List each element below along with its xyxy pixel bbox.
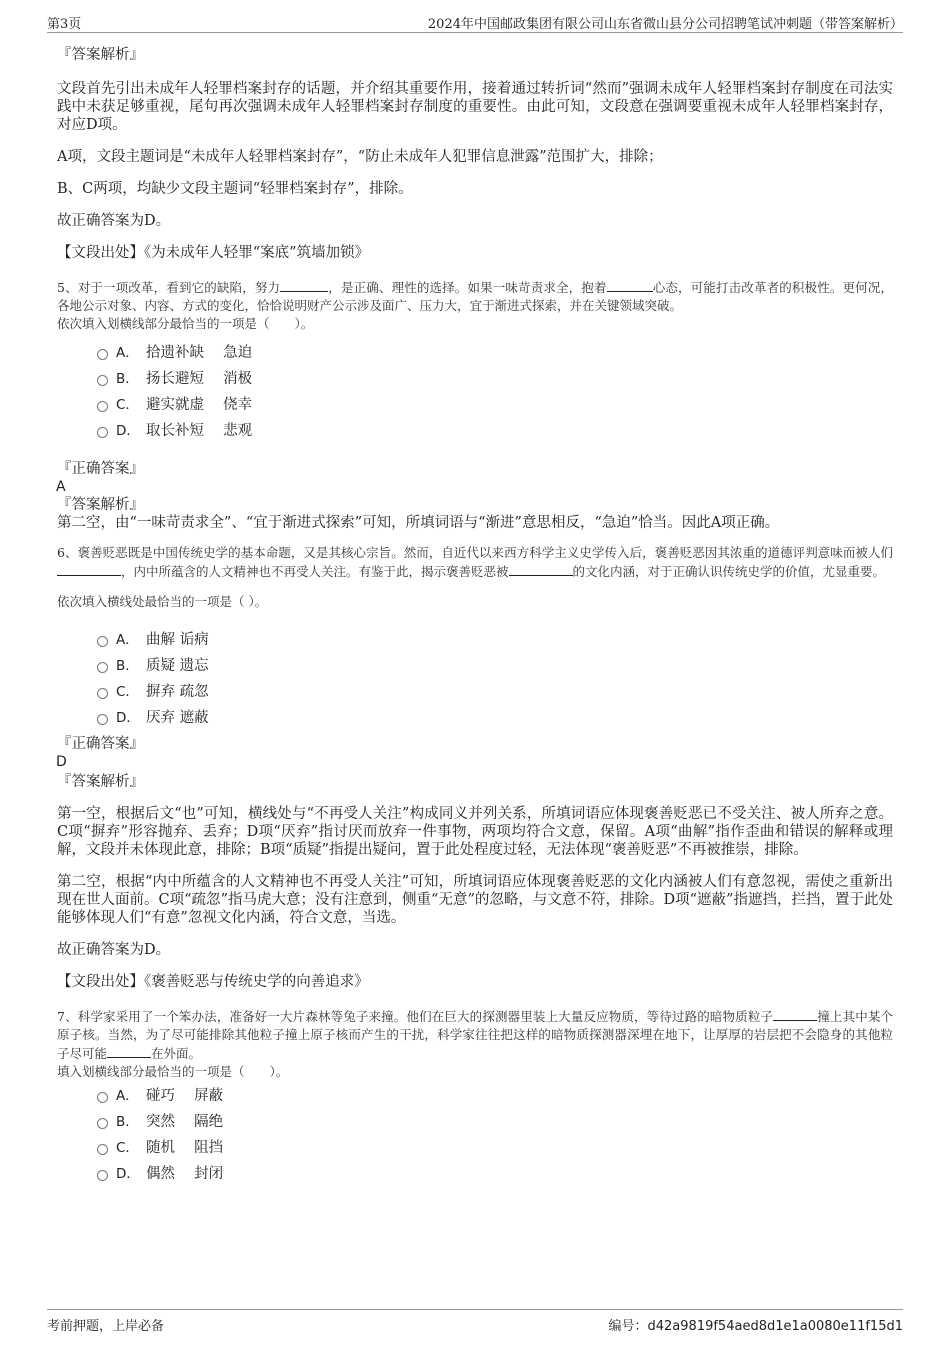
q4-analysis-p4: 故正确答案为D。 bbox=[57, 213, 171, 229]
q7-option-d[interactable]: D． 偶然 封闭 bbox=[97, 1161, 893, 1187]
radio-icon[interactable] bbox=[97, 349, 108, 360]
q5-analysis: 第二空，由“一味苛责求全”、“宜于渐进式探索”可知，所填词语与“渐进”意思相反，“急迫”恰当。因此A项正确。 bbox=[57, 515, 780, 531]
q4-analysis-p2: A项，文段主题词是“未成年人轻罪档案封存”，“防止未成年人犯罪信息泄露”范围扩大，排除； bbox=[57, 149, 663, 165]
q4-source: 【文段出处】《为未成年人轻罪“案底”筑墙加锁》 bbox=[57, 245, 370, 261]
q7-option-b[interactable]: B． 突然 隔绝 bbox=[97, 1109, 893, 1135]
q4-analysis-p3: B、C两项，均缺少文段主题词“轻罪档案封存”，排除。 bbox=[57, 181, 413, 197]
q5-options bbox=[97, 340, 893, 444]
radio-icon[interactable] bbox=[97, 662, 108, 673]
q7-options bbox=[97, 1083, 893, 1187]
radio-icon[interactable] bbox=[97, 636, 108, 647]
radio-icon[interactable] bbox=[97, 375, 108, 386]
radio-icon[interactable] bbox=[97, 1118, 108, 1129]
q5-answer-label: 『正确答案』 bbox=[57, 461, 144, 477]
q5-analysis-label: 『答案解析』 bbox=[57, 497, 144, 513]
q5-option-c[interactable]: C． 避实就虚 侥幸 bbox=[97, 392, 893, 418]
radio-icon[interactable] bbox=[97, 1092, 108, 1103]
q6-options bbox=[97, 627, 893, 731]
q5-blank-1 bbox=[280, 278, 328, 292]
q7-blank-2 bbox=[107, 1044, 151, 1058]
q5-prompt: 依次填入划横线部分最恰当的一项是（ ）。 bbox=[57, 316, 314, 331]
page-header bbox=[47, 10, 903, 33]
q6-option-b[interactable]: B． 质疑 遗忘 bbox=[97, 653, 893, 679]
radio-icon[interactable] bbox=[97, 401, 108, 412]
q6-answer-label: 『正确答案』 bbox=[57, 736, 144, 752]
q5-option-b[interactable]: B． 扬长避短 消极 bbox=[97, 366, 893, 392]
radio-icon[interactable] bbox=[97, 688, 108, 699]
q6-source: 【文段出处】《褒善贬恶与传统史学的向善追求》 bbox=[57, 974, 369, 990]
q6-option-a[interactable]: A． 曲解 诟病 bbox=[97, 627, 893, 653]
radio-icon[interactable] bbox=[97, 1144, 108, 1155]
footer-slogan: 考前押题，上岸必备 bbox=[47, 1319, 165, 1334]
q6-blank-2 bbox=[509, 562, 573, 576]
document-title: 2024年中国邮政集团有限公司山东省微山县分公司招聘笔试冲刺题（带答案解析） bbox=[427, 17, 903, 32]
page-content bbox=[57, 46, 893, 1187]
q6-stem: 6、褒善贬恶既是中国传统史学的基本命题，又是其核心宗旨。然而，自近代以来西方科学主义史学传入后，褒善贬恶因其浓重的道德评判意味而被人们，内中所蕴含的人文精神也不再受人关注。有鉴于此，揭示褒善贬恶被 的文化内涵，对于正确认识传统史学的价值，尤显重要。 bbox=[57, 545, 893, 579]
page-footer bbox=[47, 1309, 903, 1336]
q6-analysis-p3: 故正确答案为D。 bbox=[57, 942, 171, 958]
q6-analysis-p1: 第一空，根据后文“也”可知，横线处与“不再受人关注”构成同义并列关系，所填词语应体现褒善贬恶已不受关注、被人所弃之意。C项“摒弃”形容抛弃、丢弃；D项“厌弃”指讨厌而放弃一件事物，两项均符合文意，保留。A项“曲解”指作歪曲和错误的解释或理解，文段并未体现此意，排除；B项“质疑”指提出疑问，置于此处程度过轻，无法体现“褒善贬恶”不再被推崇，排除。 bbox=[57, 806, 893, 858]
q5-answer: A bbox=[56, 479, 66, 495]
q5-option-a[interactable]: A． 拾遗补缺 急迫 bbox=[97, 340, 893, 366]
radio-icon[interactable] bbox=[97, 427, 108, 438]
q4-analysis-p1: 文段首先引出未成年人轻罪档案封存的话题，并介绍其重要作用，接着通过转折词“然而”强调未成年人轻罪档案封存制度在司法实践中未获足够重视，尾句再次强调未成年人轻罪档案封存制度的重要性。由此可知，文段意在强调要重视未成年人轻罪档案封存，对应D项。 bbox=[57, 81, 893, 133]
q7-option-c[interactable]: C． 随机 阻挡 bbox=[97, 1135, 893, 1161]
page-number: 第3页 bbox=[47, 17, 82, 32]
q6-option-c[interactable]: C． 摒弃 疏忽 bbox=[97, 679, 893, 705]
document-code: 编号：d42a9819f54aed8d1e1a0080e11f15d1 bbox=[608, 1319, 903, 1334]
q5-stem: 5、对于一项改革，看到它的缺陷，努力 ，是正确、理性的选择。如果一味苛责求全，抱着 心态，可能打击改革者的积极性。更何况，各地公示对象、内容、方式的变化，恰恰说明财产公示涉及面广、压力大，宜于渐进式探索，并在关键领域突破。 bbox=[57, 280, 893, 313]
q6-analysis-p2: 第二空，根据“内中所蕴含的人文精神也不再受人关注”可知，所填词语应体现褒善贬恶的文化内涵被人们有意忽视，需使之重新出现在世人面前。C项“疏忽”指马虎大意；没有注意到，侧重“无意”的忽略，与文意不符，排除。D项“遮蔽”指遮挡，拦挡，置于此处能够体现人们“有意”忽视文化内涵，符合文意，当选。 bbox=[57, 874, 893, 926]
q6-prompt: 依次填入横线处最恰当的一项是（ ）。 bbox=[57, 594, 268, 609]
q7-stem: 7、科学家采用了一个笨办法，准备好一大片森林等兔子来撞。他们在巨大的探测器里装上大量反应物质，等待过路的暗物质粒子 撞上其中某个原子核。当然，为了尽可能排除其他粒子撞上原子核而产生的干扰，科学家往往把这样的暗物质探测器深埋在地下，让厚厚的岩层把不会隐身的其他粒子尽可能 在外面。 bbox=[57, 1009, 893, 1061]
q6-blank-1 bbox=[57, 562, 121, 576]
q5-blank-2 bbox=[607, 278, 653, 292]
q5-option-d[interactable]: D． 取长补短 悲观 bbox=[97, 418, 893, 444]
q4-analysis-label: 『答案解析』 bbox=[57, 47, 144, 63]
q7-blank-1 bbox=[773, 1007, 817, 1021]
radio-icon[interactable] bbox=[97, 714, 108, 725]
q7-prompt: 填入划横线部分最恰当的一项是（ ）。 bbox=[57, 1064, 289, 1079]
q6-analysis-label: 『答案解析』 bbox=[57, 774, 144, 790]
q6-answer: D bbox=[56, 754, 67, 770]
q6-option-d[interactable]: D． 厌弃 遮蔽 bbox=[97, 705, 893, 731]
radio-icon[interactable] bbox=[97, 1170, 108, 1181]
q7-option-a[interactable]: A． 碰巧 屏蔽 bbox=[97, 1083, 893, 1109]
